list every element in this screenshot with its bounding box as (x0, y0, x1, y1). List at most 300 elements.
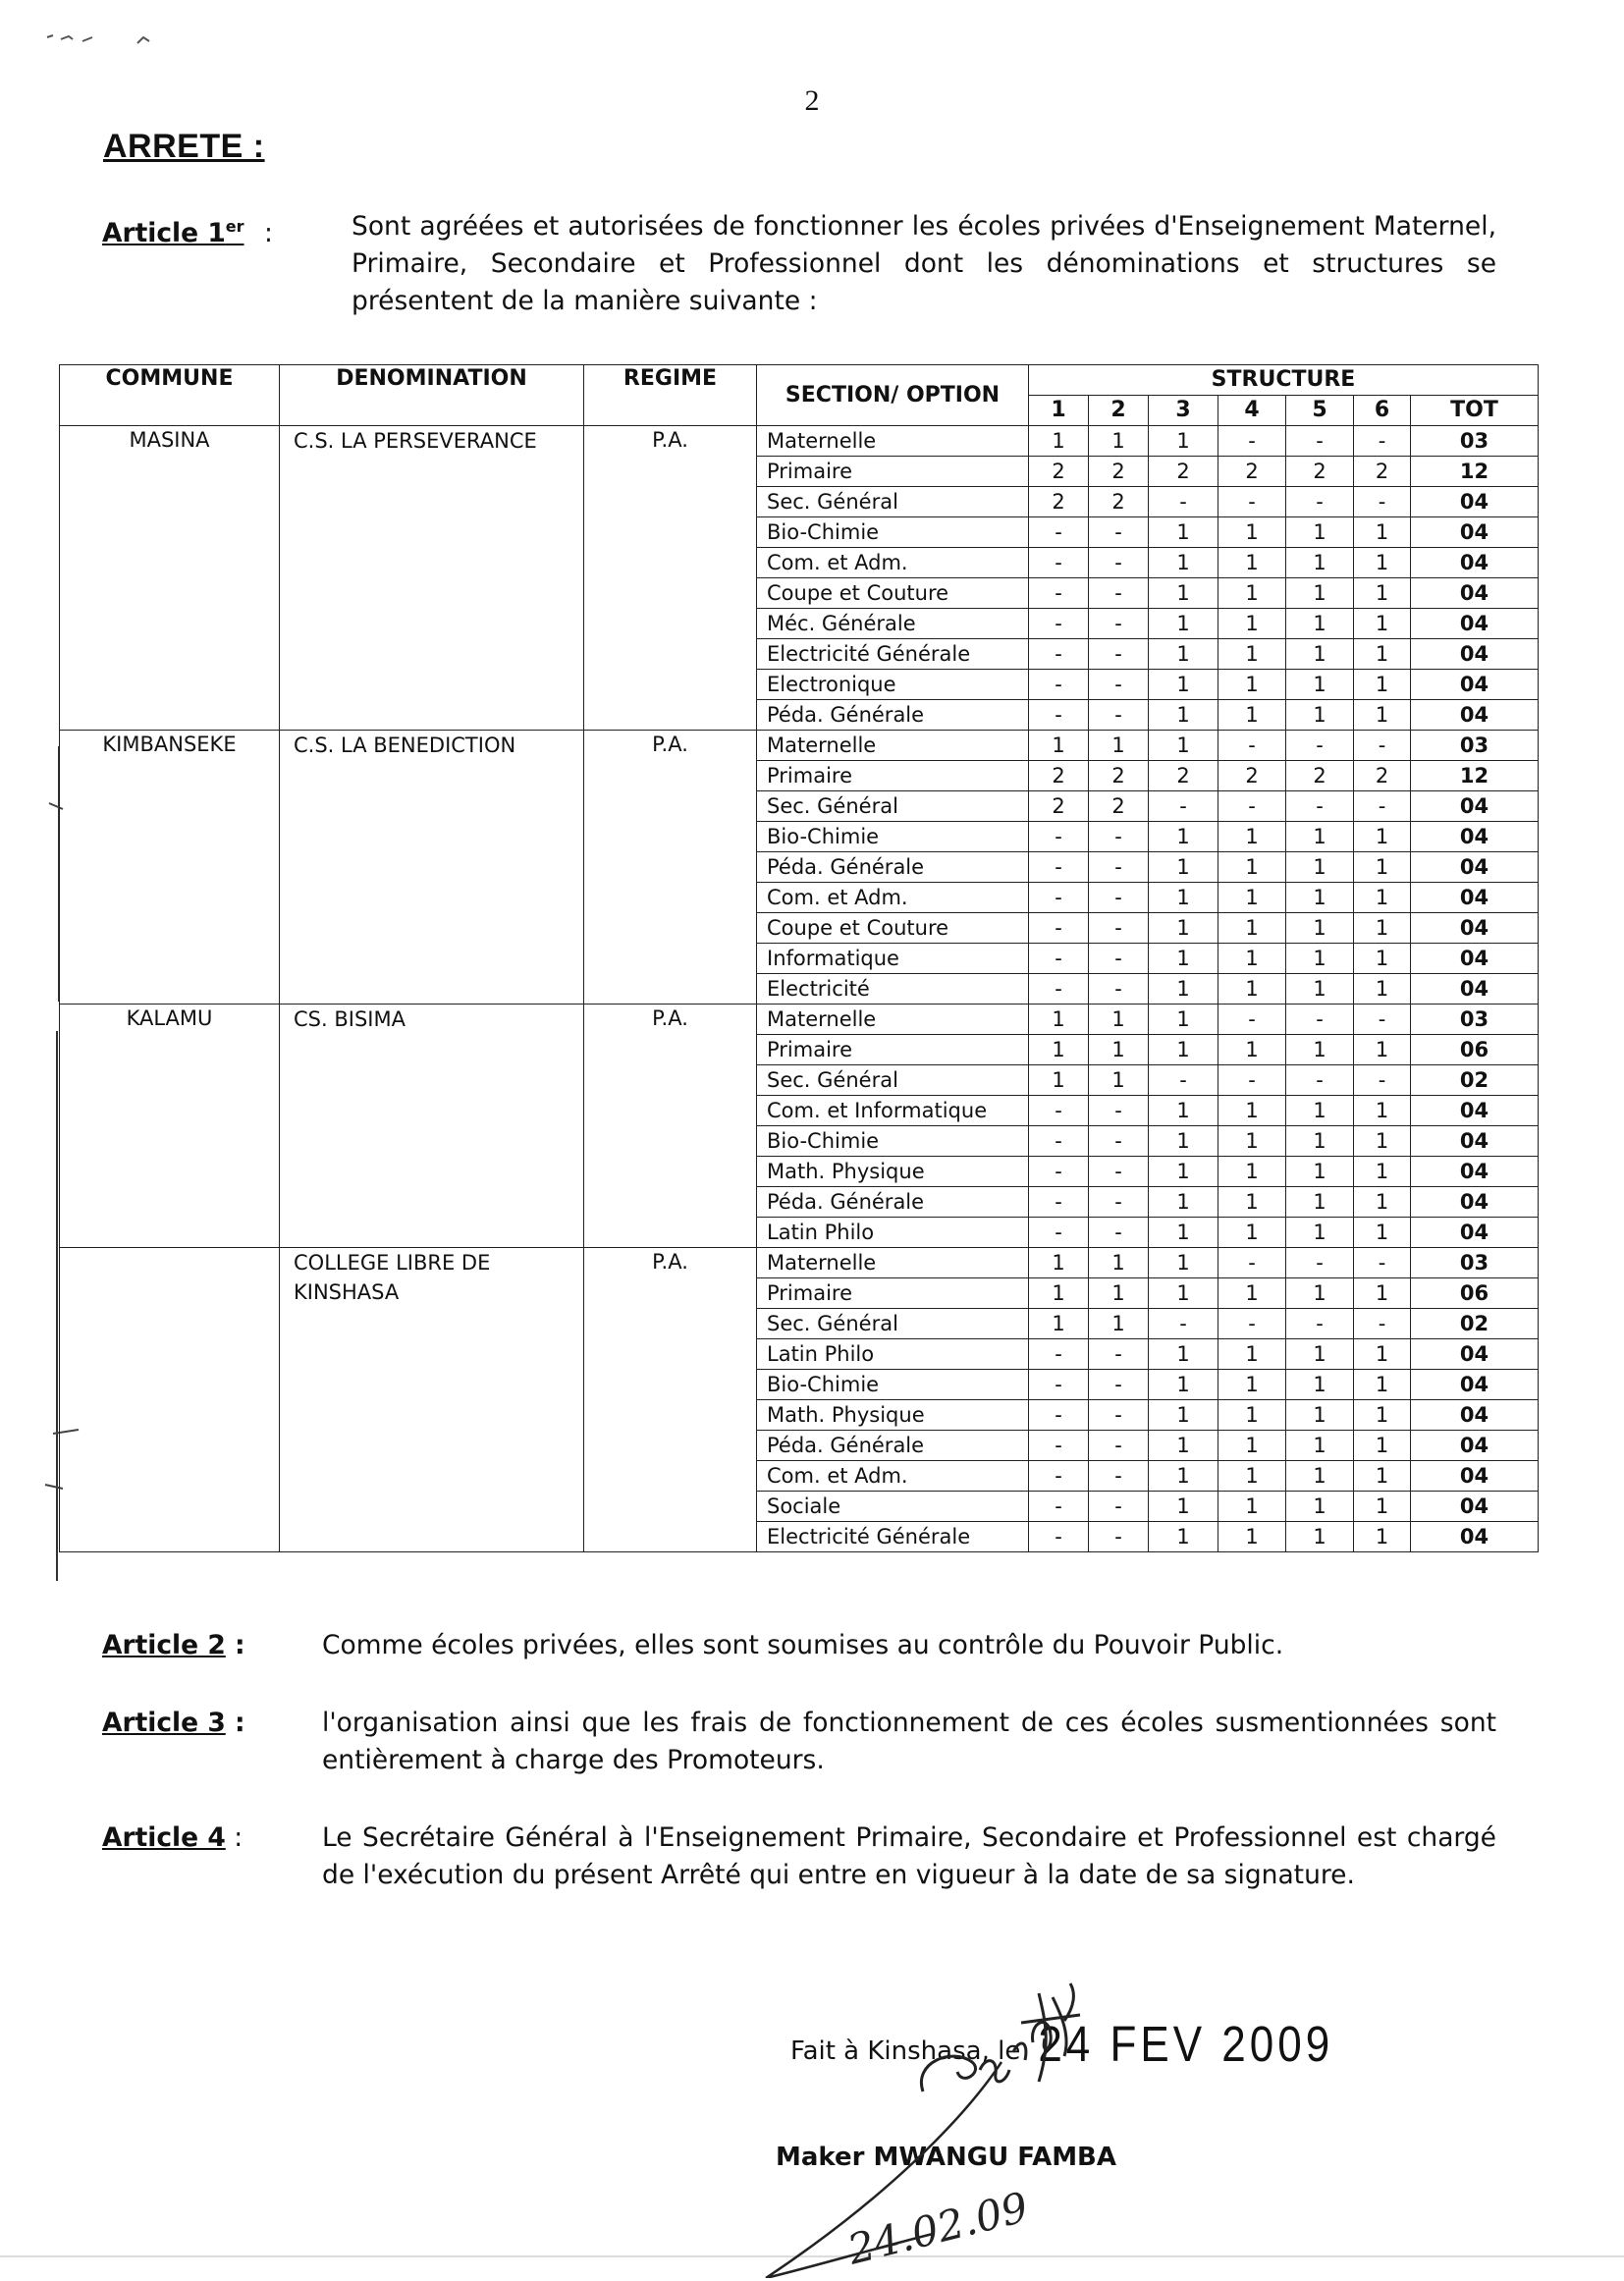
cell-total: 04 (1411, 974, 1539, 1005)
cell-total: 02 (1411, 1309, 1539, 1339)
cell-year-3: 1 (1149, 822, 1218, 852)
cell-total: 04 (1411, 944, 1539, 974)
cell-section: Sec. Général (757, 1309, 1029, 1339)
cell-year-5: 2 (1286, 761, 1354, 791)
cell-total: 03 (1411, 1005, 1539, 1035)
cell-section: Com. et Informatique (757, 1096, 1029, 1126)
cell-year-5: 1 (1286, 1157, 1354, 1187)
cell-year-1: - (1029, 852, 1089, 883)
cell-year-3: 1 (1149, 1461, 1218, 1492)
cell-section: Math. Physique (757, 1157, 1029, 1187)
cell-year-1: - (1029, 913, 1089, 944)
cell-year-3: 1 (1149, 700, 1218, 731)
cell-year-4: 1 (1218, 944, 1286, 974)
cell-year-1: - (1029, 1400, 1089, 1431)
cell-year-2: - (1089, 1400, 1149, 1431)
cell-year-5: 1 (1286, 974, 1354, 1005)
cell-year-5: - (1286, 1248, 1354, 1278)
cell-year-1: - (1029, 883, 1089, 913)
article-1-text: Sont agréées et autorisées de fonctionner les écoles privées d'Enseignement Maternel, Primaire, Secondaire et Professionnel dont les dénominations et structures se présentent de la manière suivante : (352, 211, 1496, 316)
cell-year-6: - (1354, 1309, 1411, 1339)
cell-total: 04 (1411, 609, 1539, 639)
cell-year-2: - (1089, 1126, 1149, 1157)
cell-year-5: 1 (1286, 913, 1354, 944)
cell-year-1: - (1029, 1096, 1089, 1126)
cell-year-4: 1 (1218, 1492, 1286, 1522)
cell-section: Péda. Générale (757, 1431, 1029, 1461)
cell-year-3: 1 (1149, 1248, 1218, 1278)
article-3-text: l'organisation ainsi que les frais de fonctionnement de ces écoles susmentionnées sont entièrement à charge des Promoteurs. (322, 1708, 1496, 1775)
cell-year-5: 1 (1286, 700, 1354, 731)
cell-denomination: CS. BISIMA (280, 1005, 584, 1248)
cell-year-2: - (1089, 974, 1149, 1005)
cell-year-3: - (1149, 1065, 1218, 1096)
cell-year-1: - (1029, 1157, 1089, 1187)
cell-section: Coupe et Couture (757, 913, 1029, 944)
handwritten-signature (727, 1954, 1316, 2278)
cell-year-2: 1 (1089, 1278, 1149, 1309)
cell-year-5: 1 (1286, 883, 1354, 913)
cell-year-4: 1 (1218, 548, 1286, 578)
cell-year-3: 2 (1149, 457, 1218, 487)
cell-section: Electricité Générale (757, 1522, 1029, 1552)
cell-section: Péda. Générale (757, 852, 1029, 883)
cell-year-2: 2 (1089, 487, 1149, 517)
page-number: 2 (804, 84, 820, 117)
cell-year-1: 1 (1029, 1065, 1089, 1096)
article-4-label: Article 4 : (102, 1822, 244, 1853)
header-structure: STRUCTURE (1029, 365, 1539, 396)
cell-year-4: 1 (1218, 670, 1286, 700)
cell-total: 04 (1411, 548, 1539, 578)
cell-year-4: 1 (1218, 517, 1286, 548)
cell-year-4: 1 (1218, 1035, 1286, 1065)
cell-commune: KALAMU (60, 1005, 280, 1248)
cell-year-2: - (1089, 1157, 1149, 1187)
cell-total: 04 (1411, 1218, 1539, 1248)
article-2 (102, 1627, 1496, 1664)
cell-year-2: - (1089, 517, 1149, 548)
cell-year-1: - (1029, 1339, 1089, 1370)
cell-year-1: 2 (1029, 487, 1089, 517)
article-2-label: Article 2 : (102, 1630, 245, 1660)
cell-year-4: 1 (1218, 852, 1286, 883)
cell-year-5: 1 (1286, 578, 1354, 609)
cell-year-2: - (1089, 609, 1149, 639)
cell-year-1: - (1029, 1492, 1089, 1522)
cell-year-2: 1 (1089, 1005, 1149, 1035)
cell-year-1: 1 (1029, 1278, 1089, 1309)
cell-section: Informatique (757, 944, 1029, 974)
cell-year-5: - (1286, 791, 1354, 822)
cell-year-2: - (1089, 1492, 1149, 1522)
cell-year-1: - (1029, 1126, 1089, 1157)
cell-year-6: 1 (1354, 700, 1411, 731)
cell-year-4: 1 (1218, 1126, 1286, 1157)
cell-total: 06 (1411, 1278, 1539, 1309)
heading-arrete: ARRETE : (103, 128, 265, 165)
cell-section: Maternelle (757, 731, 1029, 761)
cell-section: Math. Physique (757, 1400, 1029, 1431)
cell-year-5: 1 (1286, 1461, 1354, 1492)
cell-section: Electricité (757, 974, 1029, 1005)
cell-year-4: - (1218, 426, 1286, 457)
cell-year-4: - (1218, 487, 1286, 517)
cell-year-2: - (1089, 578, 1149, 609)
cell-section: Electronique (757, 670, 1029, 700)
cell-year-3: 1 (1149, 1096, 1218, 1126)
cell-year-2: - (1089, 1522, 1149, 1552)
cell-year-2: - (1089, 548, 1149, 578)
cell-year-4: 1 (1218, 1339, 1286, 1370)
cell-year-2: - (1089, 639, 1149, 670)
cell-year-5: 1 (1286, 517, 1354, 548)
cell-total: 04 (1411, 1522, 1539, 1552)
header-year-5: 5 (1286, 396, 1354, 426)
header-year-2: 2 (1089, 396, 1149, 426)
cell-year-4: 1 (1218, 1431, 1286, 1461)
cell-year-3: 1 (1149, 944, 1218, 974)
article-1 (102, 208, 1496, 320)
signer-name: Maker MWANGU FAMBA (776, 2143, 1117, 2172)
header-commune: COMMUNE (60, 365, 280, 426)
cell-total: 04 (1411, 700, 1539, 731)
cell-year-6: - (1354, 731, 1411, 761)
cell-section: Primaire (757, 1278, 1029, 1309)
cell-year-2: - (1089, 700, 1149, 731)
table-row (60, 731, 1539, 761)
cell-total: 03 (1411, 731, 1539, 761)
cell-year-5: - (1286, 1309, 1354, 1339)
cell-section: Maternelle (757, 1248, 1029, 1278)
cell-regime: P.A. (584, 731, 757, 1005)
cell-year-4: 1 (1218, 1187, 1286, 1218)
cell-year-5: 1 (1286, 1431, 1354, 1461)
cell-denomination: C.S. LA BENEDICTION (280, 731, 584, 1005)
cell-year-2: - (1089, 1431, 1149, 1461)
signing-place: Fait à Kinshasa, le (790, 2037, 1021, 2066)
cell-year-2: 1 (1089, 426, 1149, 457)
cell-year-4: 1 (1218, 1096, 1286, 1126)
cell-year-2: - (1089, 1339, 1149, 1370)
header-section: SECTION/ OPTION (757, 365, 1029, 426)
cell-year-3: 1 (1149, 1492, 1218, 1522)
cell-year-1: 1 (1029, 1005, 1089, 1035)
cell-year-5: - (1286, 1065, 1354, 1096)
cell-year-2: 1 (1089, 1065, 1149, 1096)
cell-year-1: - (1029, 974, 1089, 1005)
cell-year-6: - (1354, 1248, 1411, 1278)
header-regime: REGIME (584, 365, 757, 426)
cell-year-3: 1 (1149, 1035, 1218, 1065)
cell-year-6: 1 (1354, 1400, 1411, 1431)
cell-total: 04 (1411, 1096, 1539, 1126)
cell-year-4: 2 (1218, 457, 1286, 487)
cell-year-6: 1 (1354, 609, 1411, 639)
cell-year-3: 1 (1149, 426, 1218, 457)
cell-year-3: 1 (1149, 1126, 1218, 1157)
cell-commune: MASINA (60, 426, 280, 731)
cell-year-3: - (1149, 1309, 1218, 1339)
cell-year-5: 1 (1286, 548, 1354, 578)
cell-year-5: 1 (1286, 639, 1354, 670)
cell-year-4: 1 (1218, 578, 1286, 609)
cell-year-4: - (1218, 1065, 1286, 1096)
cell-section: Electricité Générale (757, 639, 1029, 670)
cell-year-1: - (1029, 609, 1089, 639)
cell-section: Sociale (757, 1492, 1029, 1522)
cell-year-1: - (1029, 1187, 1089, 1218)
cell-section: Péda. Générale (757, 1187, 1029, 1218)
cell-regime: P.A. (584, 1248, 757, 1552)
cell-year-1: 2 (1029, 457, 1089, 487)
cell-year-5: 1 (1286, 822, 1354, 852)
cell-year-6: 1 (1354, 883, 1411, 913)
cell-year-4: 1 (1218, 1522, 1286, 1552)
cell-year-5: - (1286, 426, 1354, 457)
cell-section: Latin Philo (757, 1339, 1029, 1370)
table-body (60, 426, 1539, 1552)
cell-total: 04 (1411, 1492, 1539, 1522)
cell-year-5: 2 (1286, 457, 1354, 487)
cell-year-6: 1 (1354, 1187, 1411, 1218)
cell-year-3: 1 (1149, 1522, 1218, 1552)
header-year-6: 6 (1354, 396, 1411, 426)
cell-year-4: 1 (1218, 1370, 1286, 1400)
article-1-label (102, 208, 273, 252)
cell-year-6: 1 (1354, 548, 1411, 578)
cell-year-5: 1 (1286, 1126, 1354, 1157)
cell-year-6: 1 (1354, 1431, 1411, 1461)
cell-total: 12 (1411, 761, 1539, 791)
cell-section: Primaire (757, 1035, 1029, 1065)
cell-year-4: 1 (1218, 1218, 1286, 1248)
cell-year-3: 1 (1149, 1431, 1218, 1461)
cell-year-5: 1 (1286, 1522, 1354, 1552)
cell-total: 04 (1411, 883, 1539, 913)
cell-year-3: 1 (1149, 731, 1218, 761)
cell-year-2: - (1089, 913, 1149, 944)
cell-section: Méc. Générale (757, 609, 1029, 639)
cell-year-1: 1 (1029, 1248, 1089, 1278)
cell-year-5: - (1286, 1005, 1354, 1035)
cell-total: 04 (1411, 1339, 1539, 1370)
cell-section: Bio-Chimie (757, 517, 1029, 548)
cell-year-2: - (1089, 883, 1149, 913)
cell-year-6: 1 (1354, 1492, 1411, 1522)
cell-year-3: 1 (1149, 639, 1218, 670)
cell-year-6: 2 (1354, 457, 1411, 487)
cell-year-1: - (1029, 670, 1089, 700)
cell-year-2: - (1089, 852, 1149, 883)
header-year-1: 1 (1029, 396, 1089, 426)
cell-section: Sec. Général (757, 487, 1029, 517)
table-row (60, 426, 1539, 457)
cell-year-6: 1 (1354, 1370, 1411, 1400)
cell-section: Maternelle (757, 1005, 1029, 1035)
article-4 (102, 1819, 1496, 1894)
cell-total: 04 (1411, 1461, 1539, 1492)
cell-year-6: 1 (1354, 1522, 1411, 1552)
cell-year-6: 1 (1354, 578, 1411, 609)
table-header (60, 365, 1539, 426)
cell-denomination: COLLEGE LIBRE DE KINSHASA (280, 1248, 584, 1552)
cell-year-2: - (1089, 822, 1149, 852)
header-denomination: DENOMINATION (280, 365, 584, 426)
cell-year-5: 1 (1286, 609, 1354, 639)
cell-commune: KIMBANSEKE (60, 731, 280, 1005)
article-1-colon: : (255, 217, 273, 248)
article-3 (102, 1705, 1496, 1779)
cell-year-5: 1 (1286, 1339, 1354, 1370)
signing-date-stamp: 24 FEV 2009 (1038, 2017, 1334, 2073)
cell-year-4: 1 (1218, 913, 1286, 944)
cell-year-1: - (1029, 1370, 1089, 1400)
cell-year-6: 1 (1354, 639, 1411, 670)
cell-total: 04 (1411, 1431, 1539, 1461)
cell-section: Com. et Adm. (757, 548, 1029, 578)
cell-year-1: 2 (1029, 761, 1089, 791)
cell-year-6: 1 (1354, 1035, 1411, 1065)
cell-year-4: - (1218, 791, 1286, 822)
cell-year-4: - (1218, 1248, 1286, 1278)
cell-year-3: 1 (1149, 913, 1218, 944)
cell-section: Maternelle (757, 426, 1029, 457)
cell-regime: P.A. (584, 1005, 757, 1248)
header-year-3: 3 (1149, 396, 1218, 426)
cell-section: Bio-Chimie (757, 1126, 1029, 1157)
cell-total: 04 (1411, 791, 1539, 822)
cell-year-2: 1 (1089, 1035, 1149, 1065)
cell-year-3: 1 (1149, 517, 1218, 548)
cell-year-1: - (1029, 944, 1089, 974)
cell-year-2: - (1089, 1187, 1149, 1218)
cell-year-1: - (1029, 700, 1089, 731)
cell-year-3: 1 (1149, 1278, 1218, 1309)
cell-year-1: 1 (1029, 426, 1089, 457)
cell-year-1: 1 (1029, 1035, 1089, 1065)
cell-year-6: 1 (1354, 670, 1411, 700)
cell-total: 02 (1411, 1065, 1539, 1096)
cell-year-6: - (1354, 1005, 1411, 1035)
cell-year-6: 1 (1354, 1126, 1411, 1157)
cell-regime: P.A. (584, 426, 757, 731)
cell-year-6: 1 (1354, 974, 1411, 1005)
cell-year-5: 1 (1286, 1218, 1354, 1248)
cell-year-6: 1 (1354, 1278, 1411, 1309)
cell-total: 06 (1411, 1035, 1539, 1065)
cell-year-6: 1 (1354, 517, 1411, 548)
cell-section: Coupe et Couture (757, 578, 1029, 609)
cell-total: 03 (1411, 426, 1539, 457)
cell-year-5: 1 (1286, 944, 1354, 974)
cell-year-4: 1 (1218, 1157, 1286, 1187)
cell-year-4: 1 (1218, 822, 1286, 852)
cell-year-4: 1 (1218, 609, 1286, 639)
cell-year-5: 1 (1286, 1492, 1354, 1522)
cell-year-2: 2 (1089, 791, 1149, 822)
cell-year-3: 1 (1149, 1187, 1218, 1218)
cell-year-3: 1 (1149, 1157, 1218, 1187)
cell-year-6: 2 (1354, 761, 1411, 791)
cell-section: Primaire (757, 457, 1029, 487)
cell-year-4: 1 (1218, 639, 1286, 670)
cell-year-6: - (1354, 1065, 1411, 1096)
cell-total: 04 (1411, 670, 1539, 700)
cell-year-4: 1 (1218, 700, 1286, 731)
cell-total: 04 (1411, 1157, 1539, 1187)
cell-total: 03 (1411, 1248, 1539, 1278)
cell-year-3: 1 (1149, 578, 1218, 609)
cell-year-6: 1 (1354, 1157, 1411, 1187)
cell-year-2: 2 (1089, 457, 1149, 487)
cell-year-5: - (1286, 731, 1354, 761)
cell-year-3: 1 (1149, 670, 1218, 700)
cell-section: Primaire (757, 761, 1029, 791)
cell-year-6: 1 (1354, 1096, 1411, 1126)
cell-year-1: - (1029, 1218, 1089, 1248)
cell-year-4: - (1218, 731, 1286, 761)
cell-year-4: - (1218, 1309, 1286, 1339)
cell-year-4: 1 (1218, 974, 1286, 1005)
cell-section: Com. et Adm. (757, 883, 1029, 913)
cell-year-5: 1 (1286, 852, 1354, 883)
header-year-4: 4 (1218, 396, 1286, 426)
article-1-label-sup: er (225, 217, 244, 236)
table-row (60, 1248, 1539, 1278)
cell-year-4: - (1218, 1005, 1286, 1035)
cell-total: 04 (1411, 852, 1539, 883)
handwritten-date: 24.02.09 (842, 2182, 1033, 2274)
cell-year-2: 2 (1089, 761, 1149, 791)
cell-year-3: 1 (1149, 1339, 1218, 1370)
cell-year-1: - (1029, 1461, 1089, 1492)
cell-year-5: 1 (1286, 1400, 1354, 1431)
cell-year-6: 1 (1354, 1461, 1411, 1492)
cell-section: Latin Philo (757, 1218, 1029, 1248)
cell-year-4: 1 (1218, 1461, 1286, 1492)
cell-year-3: 1 (1149, 1370, 1218, 1400)
cell-year-5: 1 (1286, 670, 1354, 700)
cell-section: Com. et Adm. (757, 1461, 1029, 1492)
cell-year-1: 2 (1029, 791, 1089, 822)
cell-year-2: 1 (1089, 1309, 1149, 1339)
cell-year-1: 1 (1029, 1309, 1089, 1339)
cell-year-4: 1 (1218, 883, 1286, 913)
cell-year-4: 1 (1218, 1400, 1286, 1431)
cell-year-3: - (1149, 487, 1218, 517)
cell-total: 04 (1411, 639, 1539, 670)
cell-year-3: - (1149, 791, 1218, 822)
article-4-text: Le Secrétaire Général à l'Enseignement Primaire, Secondaire et Professionnel est chargé de l'exécution du présent Arrêté qui entre en vigueur à la date de sa signature. (322, 1822, 1496, 1890)
cell-year-2: 1 (1089, 1248, 1149, 1278)
cell-total: 04 (1411, 822, 1539, 852)
cell-year-3: 1 (1149, 548, 1218, 578)
cell-year-3: 1 (1149, 609, 1218, 639)
header-total: TOT (1411, 396, 1539, 426)
cell-year-6: 1 (1354, 822, 1411, 852)
cell-year-1: 1 (1029, 731, 1089, 761)
cell-year-6: 1 (1354, 913, 1411, 944)
cell-year-2: - (1089, 944, 1149, 974)
cell-total: 12 (1411, 457, 1539, 487)
cell-year-2: - (1089, 1370, 1149, 1400)
cell-year-1: - (1029, 578, 1089, 609)
cell-year-6: 1 (1354, 1218, 1411, 1248)
cell-year-5: 1 (1286, 1278, 1354, 1309)
cell-year-1: - (1029, 517, 1089, 548)
cell-total: 04 (1411, 1370, 1539, 1400)
